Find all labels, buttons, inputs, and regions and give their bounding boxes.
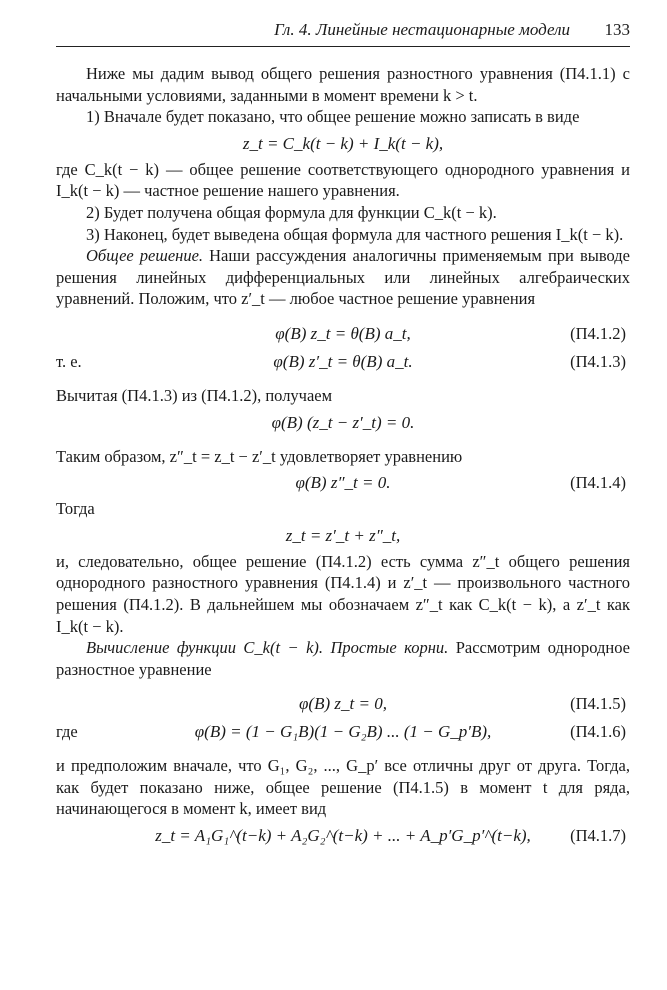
equation-p4-1-4	[56, 470, 630, 495]
paragraph-general-solution	[56, 245, 630, 310]
equation-formula: z_t = A₁G₁^(t−k) + A₂G₂^(t−k) + ... + A_p′G_p′^(t−k),	[155, 826, 531, 846]
paragraph-simple-roots	[56, 637, 630, 680]
equation-p4-1-6	[56, 719, 630, 744]
equation-number: (П4.1.5)	[570, 694, 626, 714]
paragraph-thus: Таким образом, z″_t = z_t − z′_t удовлетворяет уравнению	[56, 446, 463, 466]
page-number: 133	[604, 20, 630, 39]
paragraph-text: Рассмотрим однородное разностное уравнение	[56, 638, 630, 679]
paragraph-step-3: 3) Наконец, будет выведена общая формула для частного решения I_k(t − k).	[86, 224, 624, 244]
equation-formula: z_t = C_k(t − k) + I_k(t − k),	[242, 133, 444, 153]
equation-formula: φ(B) z′_t = θ(B) a_t.	[273, 351, 413, 371]
running-head: Гл. 4. Линейные нестационарные модели	[274, 20, 570, 39]
paragraph-consequently: и, следовательно, общее решение (П4.1.2) есть сумма z″_t общего решения однородного разностного уравнения (П4.1.4) и z′_t — произвольного частного решения (П4.1.2). В дальнейшем мы обозначаем z″_t как C_k(t − k), а z′_t как I_k(t − k).	[56, 551, 630, 636]
equation-number: (П4.1.4)	[570, 473, 626, 493]
paragraph-definitions: где C_k(t − k) — общее решение соответствующего однородного уравнения и I_k(t − k) — частное решение нашего уравнения.	[56, 159, 630, 201]
equation-number: (П4.1.7)	[570, 826, 626, 846]
equation-sum	[56, 523, 630, 548]
paragraph-step-2: 2) Будет получена общая формула для функции C_k(t − k).	[86, 202, 497, 222]
equation-p4-1-2	[56, 321, 630, 346]
section-heading: Вычисление функции C_k(t − k). Простые корни.	[86, 638, 449, 658]
equation-general-solution	[56, 131, 630, 156]
equation-lead-word: где	[56, 722, 78, 742]
paragraph-step-1: 1) Вначале будет показано, что общее решение можно записать в виде	[86, 107, 580, 127]
equation-lead-word: т. е.	[56, 351, 82, 371]
page-header	[56, 18, 630, 47]
paragraph-assume-distinct: и предположим вначале, что G₁, G₂, ..., G_p′ все отличны друг от друга. Тогда, как будет показано ниже, общее решение (П4.1.5) в момент t для ряда, начинающегося в момент k, имеет вид	[56, 756, 630, 819]
paragraph-intro: Ниже мы дадим вывод общего решения разностного уравнения (П4.1.1) с начальными условиями, заданными в момент времени k > t.	[56, 64, 630, 105]
equation-number: (П4.1.6)	[570, 722, 626, 742]
equation-formula: φ(B) (z_t − z′_t) = 0.	[271, 412, 415, 432]
equation-p4-1-5	[56, 691, 630, 716]
equation-number: (П4.1.2)	[570, 323, 626, 343]
equation-formula: φ(B) z″_t = 0.	[295, 473, 391, 493]
equation-formula: φ(B) z_t = θ(B) a_t,	[275, 323, 411, 343]
equation-p4-1-3	[56, 349, 630, 374]
paragraph-text: Наши рассуждения аналогичны применяемым при выводе решения линейных дифференциальных или линейных алгебраических уравнений. Положим, что z′_t — любое частное решение уравнения	[56, 246, 630, 309]
equation-formula: φ(B) = (1 − G₁B)(1 − G₂B) ... (1 − G_p′B),	[194, 722, 492, 742]
equation-number: (П4.1.3)	[570, 351, 626, 371]
equation-formula: z_t = z′_t + z″_t,	[285, 525, 401, 545]
paragraph-then: Тогда	[56, 499, 95, 519]
equation-formula: φ(B) z_t = 0,	[299, 694, 387, 714]
section-heading: Общее решение.	[86, 246, 204, 266]
paragraph-subtracting: Вычитая (П4.1.3) из (П4.1.2), получаем	[56, 385, 333, 405]
equation-p4-1-7	[56, 823, 630, 848]
page-body	[56, 63, 630, 851]
equation-difference	[56, 410, 630, 435]
